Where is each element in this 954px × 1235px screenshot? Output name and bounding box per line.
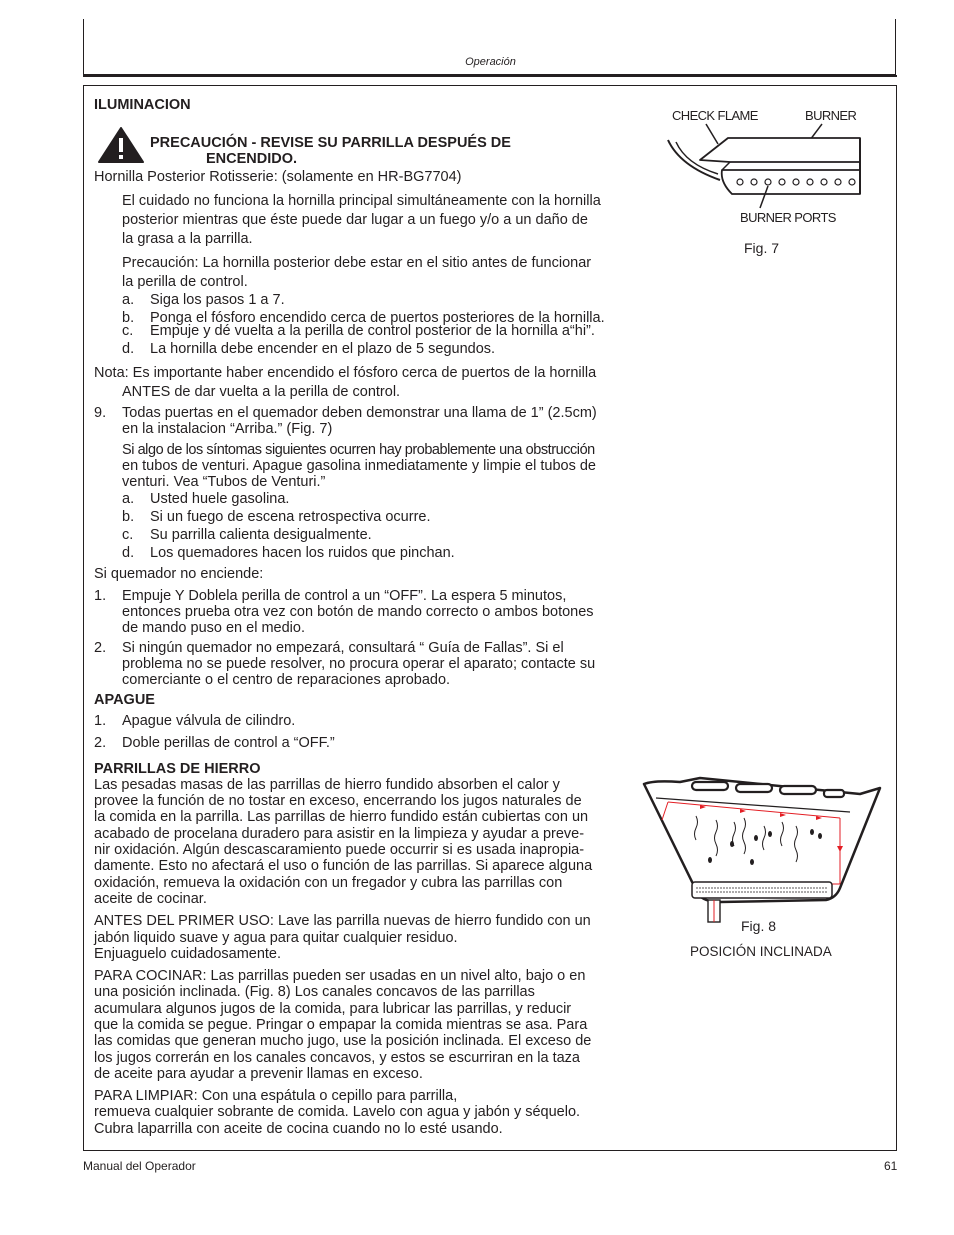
nl2-line: comerciante o el centro de reparaciones aprobado. [122, 672, 451, 688]
symptom-text: Si un fuego de escena retrospectiva ocurre. [150, 509, 431, 525]
heading-iluminacion: ILUMINACION [94, 97, 191, 113]
step-letter: a. [122, 292, 135, 308]
parrillas-p3-line: de aceite para ayudar a prevenir llamas en exceso. [94, 1066, 423, 1082]
symptoms-line: en tubos de venturi. Apague gasolina inmediatamente y limpie el tubos de [122, 458, 596, 474]
parrillas-p3-line: PARA COCINAR: Las parrillas pueden ser usadas en un nivel alto, bajo o en [94, 968, 586, 984]
p1-line: El cuidado no funciona la hornilla principal simultáneamente con la hornilla [122, 193, 601, 209]
nl1-line: de mando puso en el medio. [122, 620, 305, 636]
caution-line1: PRECAUCIÓN - REVISE SU PARRILLA DESPUÉS DE [150, 135, 511, 151]
symptom-text: Usted huele gasolina. [150, 491, 290, 507]
parrillas-p3-line: los jugos correrán en los canales concavos, y estos se escurriran en la taza [94, 1050, 580, 1066]
symptom-text: Los quemadores hacen los ruidos que pinchan. [150, 545, 455, 561]
parrillas-p1-line: aceite de cocinar. [94, 891, 207, 907]
parrillas-p1-line: acabado de procelana duradero para asistir en la limpieza y ayudar a preve- [94, 826, 585, 842]
label-burner: BURNER [805, 108, 857, 123]
parrillas-p1-line: oxidación, remueva la oxidación con un fregador y cubra las parrillas con [94, 875, 563, 891]
step-letter: b. [122, 310, 135, 326]
rotisserie-line: Hornilla Posterior Rotisserie: (solamente en HR-BG7704) [94, 169, 462, 185]
parrillas-p2-line: Enjuaguelo cuidadosamente. [94, 946, 282, 962]
parrillas-p1-line: la comida en la parrilla. Las parrillas de hierro fundido están cubiertas con un [94, 809, 589, 825]
burner-illustration [660, 104, 870, 230]
p1-line: posterior mientras que éste puede dar lugar a un fuego y/o a un daño de [122, 212, 588, 228]
symptoms-line: Si algo de los síntomas siguientes ocurren hay probablemente una obstrucción [122, 442, 595, 458]
label-burner-ports: BURNER PORTS [740, 210, 836, 225]
heading-parrillas: PARRILLAS DE HIERRO [94, 761, 261, 777]
p2-line: Precaución: La hornilla posterior debe estar en el sitio antes de funcionar [122, 255, 592, 271]
warning-icon [97, 126, 145, 164]
item9-line: Todas puertas en el quemador deben demonstrar una llama de 1” (2.5cm) [122, 405, 597, 421]
no-light-line: Si quemador no enciende: [94, 566, 264, 582]
parrillas-p3-line: una posición inclinada. (Fig. 8) Los canales concavos de las parrillas [94, 984, 535, 1000]
symptom-text: Su parrilla calienta desigualmente. [150, 527, 372, 543]
parrillas-p3-line: acumulara algunos jugos de la comida, para lubricar las parrillas, y reducir [94, 1001, 572, 1017]
header-box [83, 19, 896, 75]
symptom-letter: a. [122, 491, 135, 507]
fig8-caption: Fig. 8 [741, 918, 777, 934]
parrillas-p4-line: remueva cualquier sobrante de comida. Lavelo con agua y jabón y séquelo. [94, 1104, 581, 1120]
header-rule [83, 75, 897, 77]
caution-line2: ENCENDIDO. [206, 151, 298, 167]
parrillas-p1-line: provee la función de no tostar en exceso, encerrando los jugos naturales de [94, 793, 582, 809]
step-text: La hornilla debe encender en el plazo de 5 segundos. [150, 341, 496, 357]
note-line: ANTES de dar vuelta a la perilla de control. [122, 384, 401, 400]
fig7-caption: Fig. 7 [744, 240, 780, 256]
p1-line: la grasa a la parrilla. [122, 231, 253, 247]
apague-item: Apague válvula de cilindro. [122, 713, 296, 729]
apague-number: 2. [94, 735, 107, 751]
nl2-number: 2. [94, 640, 107, 656]
grill-cross-section-illustration [640, 776, 886, 926]
nl2-line: problema no se puede resolver, no procura operar el aparato; contacte su [122, 656, 596, 672]
parrillas-p3-line: las comidas que generan mucho jugo, use la posición inclinada. El exceso de [94, 1033, 592, 1049]
nl1-number: 1. [94, 588, 107, 604]
page-number: 61 [884, 1159, 898, 1173]
section-label: Operación [465, 56, 516, 68]
step-letter: c. [122, 323, 134, 339]
heading-apague: APAGUE [94, 692, 155, 708]
step-text: Siga los pasos 1 a 7. [150, 292, 285, 308]
footer-manual-title: Manual del Operador [83, 1159, 196, 1173]
parrillas-p4-line: PARA LIMPIAR: Con una espátula o cepillo para parrilla, [94, 1088, 458, 1104]
symptoms-line: venturi. Vea “Tubos de Venturi.” [122, 474, 326, 490]
nl2-line: Si ningún quemador no empezará, consultará “ Guía de Fallas”. Si el [122, 640, 564, 656]
parrillas-p3-line: que la comida se pegue. Pringar o empapar la comida mientras se asa. Para [94, 1017, 588, 1033]
parrillas-p2-line: jabón liquido suave y agua para quitar cualquier residuo. [94, 930, 458, 946]
parrillas-p1-line: Las pesadas masas de las parrillas de hierro fundido absorben el calor y [94, 777, 560, 793]
nl1-line: entonces prueba otra vez con botón de mando correcto o ambos botones [122, 604, 594, 620]
fig8-subcaption: POSICIÓN INCLINADA [690, 944, 832, 959]
item9-line: en la instalacion “Arriba.” (Fig. 7) [122, 421, 333, 437]
parrillas-p4-line: Cubra laparrilla con aceite de cocina cuando no lo esté usando. [94, 1121, 503, 1137]
symptom-letter: b. [122, 509, 135, 525]
p2-line: la perilla de control. [122, 274, 248, 290]
step-letter: d. [122, 341, 135, 357]
item9-number: 9. [94, 405, 107, 421]
symptom-letter: c. [122, 527, 134, 543]
apague-number: 1. [94, 713, 107, 729]
parrillas-p1-line: nir oxidación. Algún descascaramiento puede occurrir si es usada inapropia- [94, 842, 585, 858]
parrillas-p1-line: damente. Esto no afectará el uso o función de las parrillas. Si aparece alguna [94, 858, 593, 874]
apague-item: Doble perillas de control a “OFF.” [122, 735, 335, 751]
parrillas-p2-line: ANTES DEL PRIMER USO: Lave las parrilla nuevas de hierro fundido con un [94, 913, 591, 929]
label-check-flame: CHECK FLAME [672, 108, 758, 123]
note-line: Nota: Es importante haber encendido el fósforo cerca de puertos de la hornilla [94, 365, 597, 381]
nl1-line: Empuje Y Doblela perilla de control a un “OFF”. La espera 5 minutos, [122, 588, 567, 604]
step-text: Ponga el fósforo encendido cerca de puertos posteriores de la hornilla. [150, 310, 605, 326]
symptom-letter: d. [122, 545, 135, 561]
step-text: Empuje y dé vuelta a la perilla de control posterior de la hornilla a“hi”. [150, 323, 595, 339]
